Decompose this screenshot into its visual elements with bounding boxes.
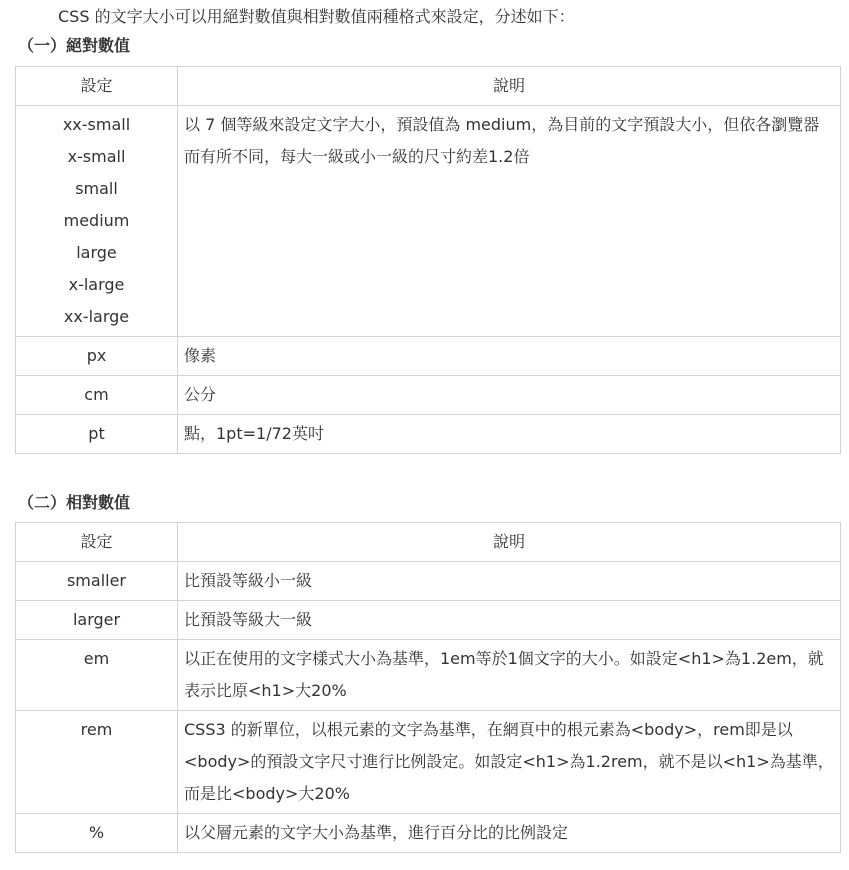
unit-description: 像素 [178, 337, 841, 376]
table-header-row [16, 523, 841, 562]
unit-key: % [16, 814, 178, 853]
unit-description: 以父層元素的文字大小為基準，進行百分比的比例設定 [178, 814, 841, 853]
table-header-row [16, 67, 841, 106]
size-keyword: x-small [67, 147, 126, 166]
unit-key: cm [16, 376, 178, 415]
relative-values-heading: （二）相對數值 [18, 493, 131, 512]
size-keyword: xx-large [63, 307, 130, 326]
intro-paragraph: CSS 的文字大小可以用絕對數值與相對數值兩種格式來設定，分述如下： [58, 7, 575, 26]
header-description: 說明 [178, 523, 841, 562]
table-row-keyword-sizes [16, 106, 841, 337]
table-row [16, 415, 841, 454]
size-keyword: large [76, 243, 117, 262]
unit-key: px [16, 337, 178, 376]
keyword-size-description: 以 7 個等級來設定文字大小，預設值為 medium，為目前的文字預設大小，但依各瀏覽器而有所不同，每大一級或小一級的尺寸約差1.2倍 [178, 106, 841, 337]
table-row [16, 640, 841, 711]
unit-description: 比預設等級大一級 [178, 601, 841, 640]
header-setting: 設定 [16, 67, 178, 106]
unit-description: 點，1pt=1/72英吋 [178, 415, 841, 454]
table-row [16, 337, 841, 376]
header-setting: 設定 [16, 523, 178, 562]
absolute-values-table [15, 66, 841, 454]
absolute-values-heading: （一）絕對數值 [18, 36, 131, 55]
unit-description: 比預設等級小一級 [178, 562, 841, 601]
unit-key: larger [16, 601, 178, 640]
unit-key: pt [16, 415, 178, 454]
relative-values-table [15, 522, 841, 853]
table-row [16, 601, 841, 640]
unit-description: 公分 [178, 376, 841, 415]
unit-description: 以正在使用的文字樣式大小為基準，1em等於1個文字的大小。如設定<h1>為1.2em，就表示比原<h1>大20% [178, 640, 841, 711]
size-keyword: medium [63, 211, 130, 230]
unit-description: CSS3 的新單位，以根元素的文字為基準，在網頁中的根元素為<body>，rem即是以<body>的預設文字尺寸進行比例設定。如設定<h1>為1.2rem，就不是以<h1>為基準，而是比<body>大20% [178, 711, 841, 814]
table-row [16, 376, 841, 415]
table-row [16, 711, 841, 814]
table-row [16, 562, 841, 601]
table-row [16, 814, 841, 853]
size-keyword: xx-small [62, 115, 131, 134]
header-description: 說明 [178, 67, 841, 106]
unit-key: em [16, 640, 178, 711]
unit-key: smaller [16, 562, 178, 601]
unit-key: rem [16, 711, 178, 814]
size-keyword: x-large [68, 275, 125, 294]
keyword-size-list [16, 106, 178, 337]
size-keyword: small [75, 179, 118, 198]
